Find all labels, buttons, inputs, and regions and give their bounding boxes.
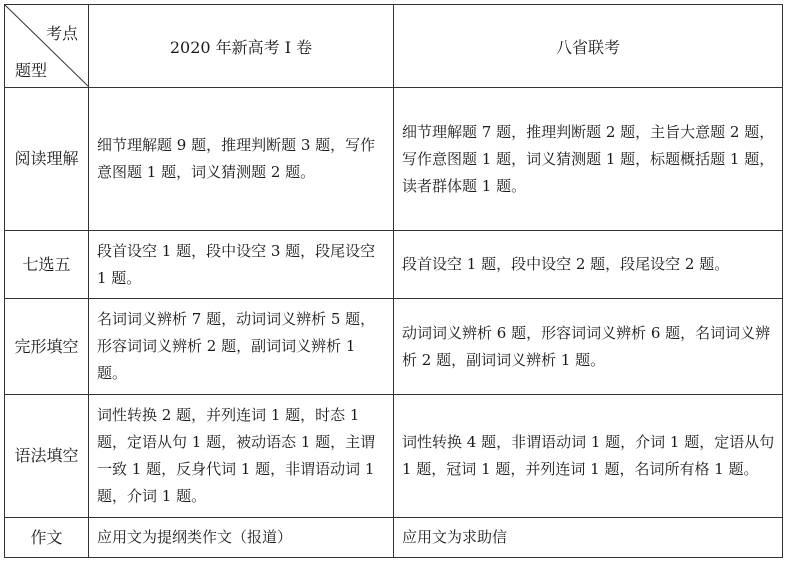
comparison-table	[4, 4, 783, 558]
cell-2020: 细节理解题 9 题，推理判断题 3 题，写作意图题 1 题，词义猜测题 2 题。	[89, 88, 394, 231]
cell-2020: 段首设空 1 题，段中设空 3 题，段尾设空 1 题。	[89, 231, 394, 299]
row-category: 阅读理解	[5, 88, 89, 231]
corner-header-cell	[5, 5, 89, 88]
cell-bashengliankao: 词性转换 4 题，非谓语动词 1 题，介词 1 题，定语从句 1 题，冠词 1 题，并列连词 1 题，名词所有格 1 题。	[394, 395, 783, 518]
row-category: 作文	[5, 518, 89, 558]
corner-label-top: 考点	[45, 24, 78, 43]
cell-2020: 名词词义辨析 7 题，动词词义辨析 5 题，形容词词义辨析 2 题，副词词义辨析 1 题。	[89, 299, 394, 395]
table-row	[5, 395, 783, 518]
header-row	[5, 5, 783, 88]
cell-bashengliankao: 应用文为求助信	[394, 518, 783, 558]
cell-bashengliankao: 细节理解题 7 题，推理判断题 2 题，主旨大意题 2 题，写作意图题 1 题，词义猜测题 1 题，标题概括题 1 题，读者群体题 1 题。	[394, 88, 783, 231]
column-header-bashengliankao: 八省联考	[394, 5, 783, 88]
table-row	[5, 299, 783, 395]
cell-bashengliankao: 动词词义辨析 6 题，形容词词义辨析 6 题，名词词义辨析 2 题，副词词义辨析 1 题。	[394, 299, 783, 395]
row-category: 完形填空	[5, 299, 89, 395]
corner-label-bottom: 题型	[15, 61, 48, 80]
cell-bashengliankao: 段首设空 1 题，段中设空 2 题，段尾设空 2 题。	[394, 231, 783, 299]
cell-2020: 应用文为提纲类作文（报道）	[89, 518, 394, 558]
row-category: 语法填空	[5, 395, 89, 518]
column-header-2020: 2020 年新高考 I 卷	[89, 5, 394, 88]
table-row	[5, 88, 783, 231]
table-row	[5, 231, 783, 299]
cell-2020: 词性转换 2 题，并列连词 1 题，时态 1 题，定语从句 1 题，被动语态 1 题，主谓一致 1 题，反身代词 1 题，非谓语动词 1 题，介词 1 题。	[89, 395, 394, 518]
row-category: 七选五	[5, 231, 89, 299]
table-row	[5, 518, 783, 558]
